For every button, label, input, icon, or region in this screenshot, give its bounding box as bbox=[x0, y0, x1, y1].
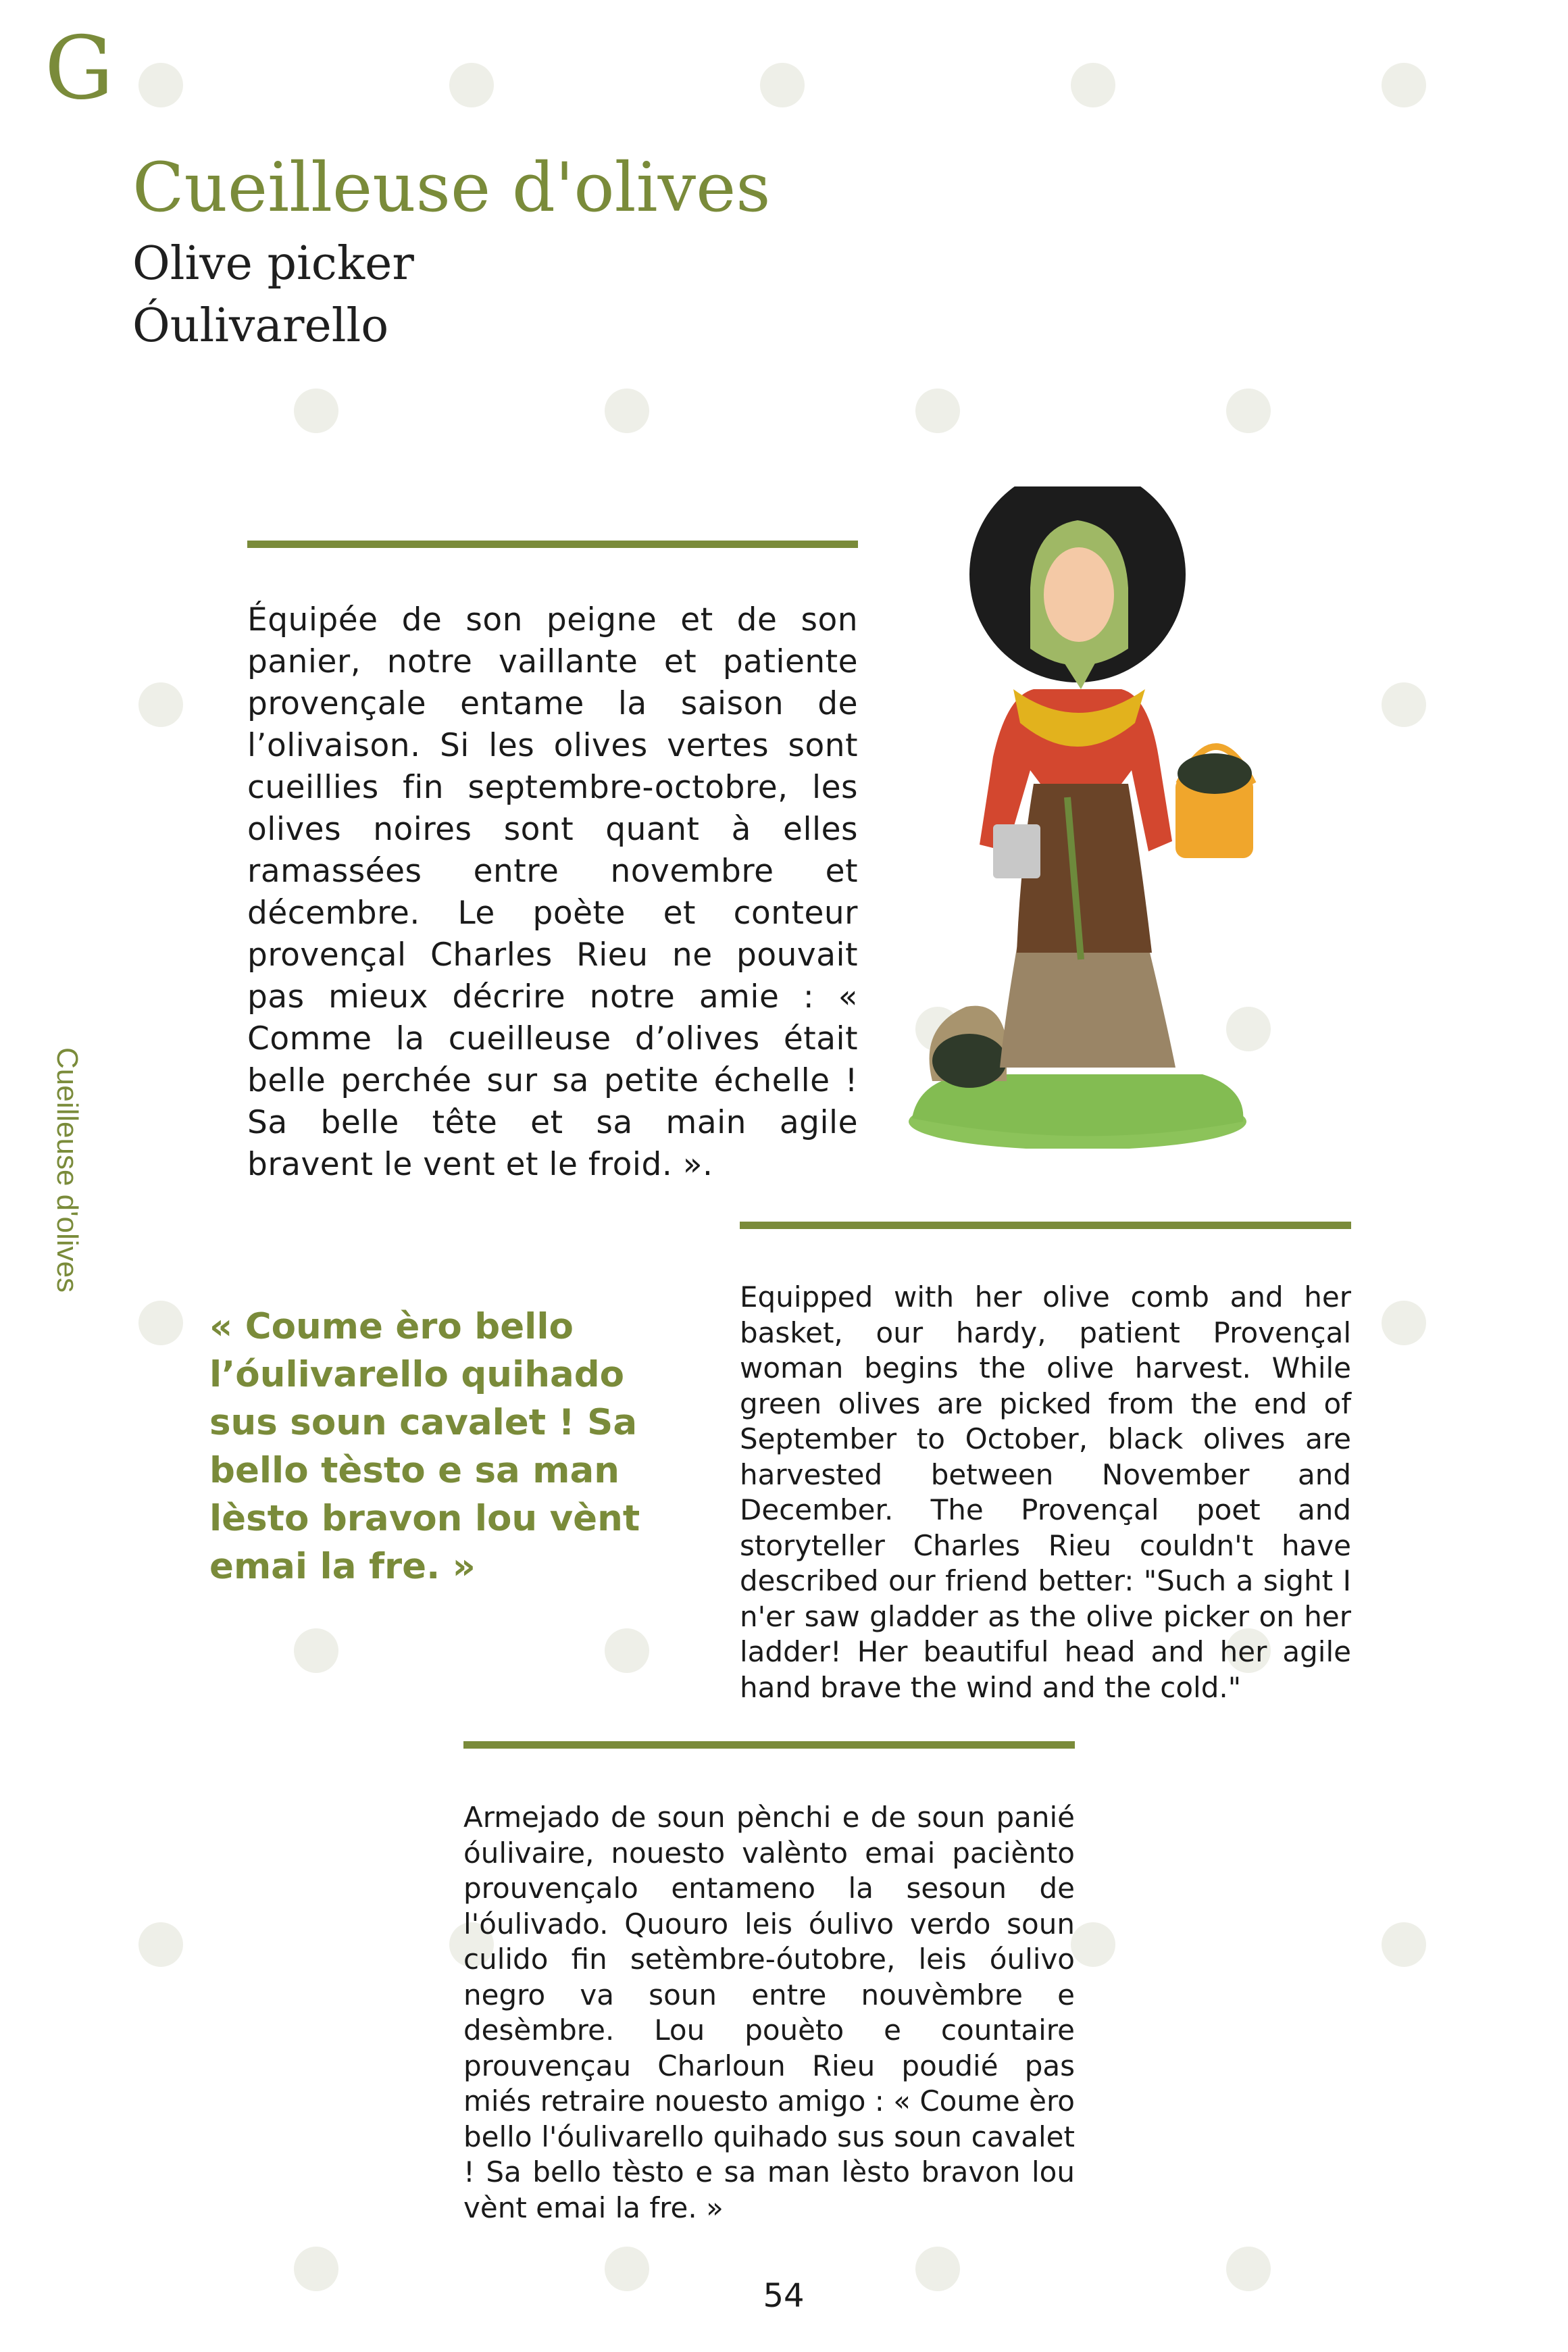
background-dot bbox=[138, 1301, 183, 1345]
background-dot bbox=[605, 2247, 649, 2291]
vertical-section-label: Cueilleuse d'olives bbox=[51, 1047, 84, 1293]
background-dot bbox=[1226, 2247, 1271, 2291]
subtitle-english: Olive picker bbox=[132, 237, 414, 291]
background-dot bbox=[138, 63, 183, 107]
background-dot bbox=[915, 2247, 960, 2291]
background-dot bbox=[1071, 1922, 1115, 1967]
page-title: Cueilleuse d'olives bbox=[132, 148, 771, 227]
olive-picker-figurine-image bbox=[905, 486, 1257, 1149]
divider-rule-french bbox=[247, 541, 858, 548]
background-dot bbox=[138, 682, 183, 727]
subtitle-provencal: Óulivarello bbox=[132, 299, 389, 353]
background-dot bbox=[449, 63, 494, 107]
background-dot bbox=[1382, 682, 1426, 727]
body-text-french: Équipée de son peigne et de son panier, notre vaillante et patiente provençale entame la saison de l’olivaison. Si les olives vertes sont cueillies fin septembre-octobre, les olives noires sont quant à elles ramassées entre novembre et décembre. Le poète et conteur provençal Charles Rieu ne pouvait pas mieux décrire notre amie : « Comme la cueilleuse d’olives était belle perchée sur sa petite échelle ! Sa belle tête et sa main agile bravent le vent et le froid. ». bbox=[247, 601, 858, 1183]
background-dot bbox=[138, 1922, 183, 1967]
background-dot bbox=[1071, 63, 1115, 107]
page-number: 54 bbox=[763, 2277, 805, 2315]
background-dot bbox=[1382, 63, 1426, 107]
background-dot bbox=[294, 2247, 338, 2291]
body-text-english: Equipped with her olive comb and her basket, our hardy, patient Provençal woman begins the olive harvest. While green olives are picked from the end of September to October, black olives are harvested between November and December. The Provençal poet and storyteller Charles Rieu couldn't have described our friend better: "Such a sight I n'er saw gladder as the olive picker on her ladder! Her beautiful head and her agile hand brave the wind and the cold." bbox=[740, 1280, 1351, 1704]
background-dot bbox=[605, 1628, 649, 1673]
background-dot bbox=[294, 1628, 338, 1673]
body-text-provencal: Armejado de soun pènchi e de soun panié óulivaire, nouesto valènto emai paciènto prouvençalo entameno la sesoun de l'óulivado. Quouro leis óulivo verdo soun culido fin setèmbre-óutobre, leis óulivo negro va soun entre nouvèmbre e desèmbre. Lou pouèto e countaire prouvençau Charloun Rieu poudié pas miés retraire nouesto amigo : « Coume èro bello l'óulivarello quihado sus soun cavalet ! Sa bello tèsto e sa man lèsto bravon lou vènt emai la fre. » bbox=[463, 1801, 1075, 2224]
background-dot bbox=[915, 389, 960, 433]
provencal-pull-quote: « Coume èro bello l’óulivarello quihado sus soun cavalet ! Sa bello tèsto e sa man lèsto bravon lou vènt emai la fre. » bbox=[209, 1306, 640, 1587]
subtitle-block bbox=[132, 233, 414, 357]
divider-rule-provencal bbox=[463, 1741, 1075, 1749]
background-dot bbox=[1382, 1301, 1426, 1345]
section-letter: G bbox=[45, 18, 114, 119]
background-dot bbox=[1226, 389, 1271, 433]
background-dot bbox=[294, 389, 338, 433]
background-dot bbox=[760, 63, 805, 107]
background-dot bbox=[1382, 1922, 1426, 1967]
divider-rule-english bbox=[740, 1222, 1351, 1229]
background-dot bbox=[605, 389, 649, 433]
